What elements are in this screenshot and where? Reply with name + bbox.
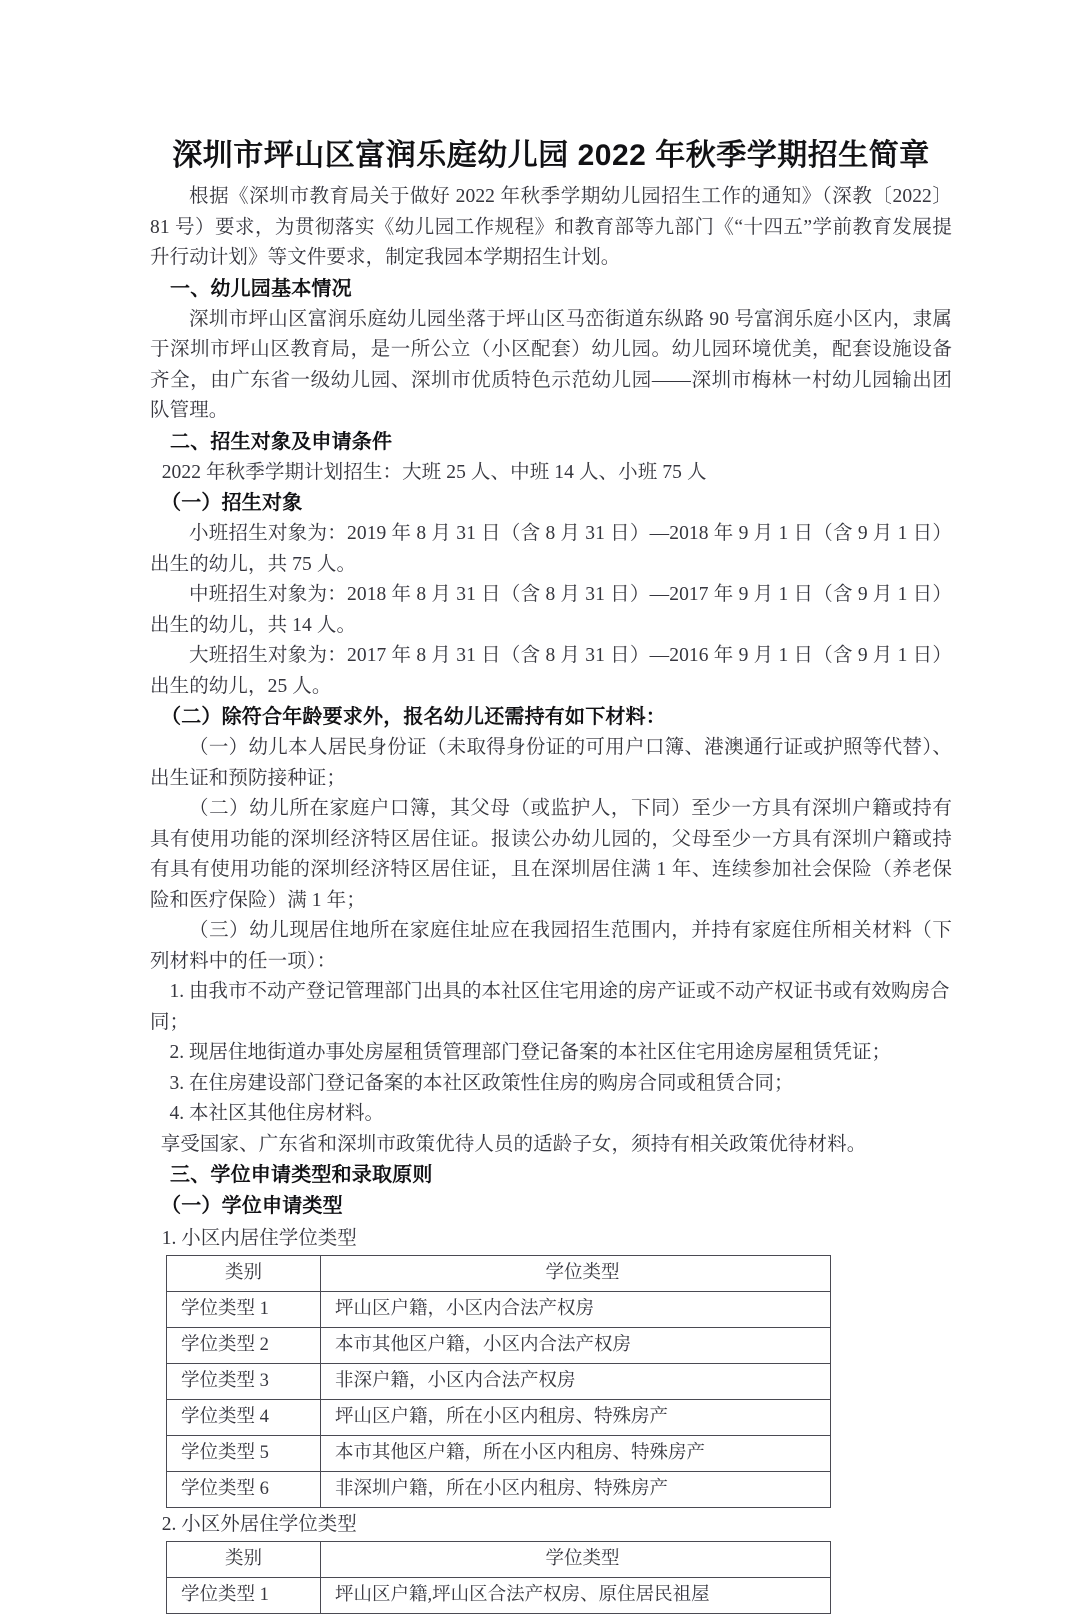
housing-material-1: 1. 由我市不动产登记管理部门出具的本社区住宅用途的房产证或不动产权证书或有效购房合同；: [150, 981, 950, 1033]
housing-material-4: 4. 本社区其他住房材料。: [169, 1103, 385, 1124]
column-header: 学位类型: [321, 1256, 831, 1292]
material-item-3: （三）幼儿现居住地所在家庭住址应在我园招生范围内，并持有家庭住所相关材料（下列材料中的任一项）：: [150, 920, 952, 972]
table-2-caption: 2. 小区外居住学位类型: [161, 1514, 357, 1535]
seat-type-description-cell: 坪山区户籍，小区内合法产权房: [321, 1292, 831, 1328]
table-2-body: [167, 1542, 831, 1614]
subsection-heading-2-1: （一）招生对象: [161, 492, 303, 514]
seat-type-category-cell: 学位类型 5: [167, 1436, 321, 1472]
small-class-criteria: 小班招生对象为：2019 年 8 月 31 日（含 8 月 31 日）—2018 年 9 月 1 日（含 9 月 1 日）出生的幼儿，共 75 人。: [150, 523, 952, 575]
seat-type-category-cell: 学位类型 2: [167, 1328, 321, 1364]
column-header: 学位类型: [321, 1542, 831, 1578]
section-heading-2: 二、招生对象及申请条件: [170, 430, 393, 453]
seat-type-description-cell: 坪山区户籍，所在小区内租房、特殊房产: [321, 1400, 831, 1436]
table-row: [167, 1328, 831, 1364]
section-heading-1: 一、幼儿园基本情况: [170, 277, 352, 300]
seat-type-description-cell: 非深户籍，小区内合法产权房: [321, 1364, 831, 1400]
material-item-2: （二）幼儿所在家庭户口簿，其父母（或监护人，下同）至少一方具有深圳户籍或持有具有使用功能的深圳经济特区居住证。报读公办幼儿园的，父母至少一方具有深圳户籍或持有具有使用功能的深圳经济特区居住证，且在深圳居住满 1 年、连续参加社会保险（养老保险和医疗保险）满 1 年；: [150, 798, 952, 911]
table-1-caption: 1. 小区内居住学位类型: [161, 1228, 357, 1249]
column-header: 类别: [167, 1542, 321, 1578]
policy-preference-note: 享受国家、广东省和深圳市政策优待人员的适龄子女，须持有相关政策优待材料。: [160, 1133, 867, 1155]
section-1-body: 深圳市坪山区富润乐庭幼儿园坐落于坪山区马峦街道东纵路 90 号富润乐庭小区内，隶属于深圳市坪山区教育局，是一所公立（小区配套）幼儿园。幼儿园环境优美，配套设施设备齐全，由广东省一级幼儿园、深圳市优质特色示范幼儿园——深圳市梅林一村幼儿园输出团队管理。: [150, 308, 952, 421]
enrollment-plan-line: 2022 年秋季学期计划招生：大班 25 人、中班 14 人、小班 75 人: [161, 461, 707, 483]
big-class-criteria: 大班招生对象为：2017 年 8 月 31 日（含 8 月 31 日）—2016 年 9 月 1 日（含 9 月 1 日）出生的幼儿，25 人。: [150, 645, 952, 697]
table-header-row: [167, 1256, 831, 1292]
housing-material-2: 2. 现居住地街道办事处房屋租赁管理部门登记备案的本社区住宅用途房屋租赁凭证；: [169, 1042, 892, 1063]
subsection-heading-3-1: （一）学位申请类型: [161, 1195, 343, 1217]
table-row: [167, 1472, 831, 1508]
seat-type-category-cell: 学位类型 1: [167, 1578, 321, 1614]
seat-type-category-cell: 学位类型 4: [167, 1400, 321, 1436]
subsection-heading-2-2: （二）除符合年龄要求外，报名幼儿还需持有如下材料：: [161, 706, 666, 728]
seat-type-table-inside-community: [166, 1255, 831, 1508]
table-header-row: [167, 1542, 831, 1578]
table-row: [167, 1400, 831, 1436]
housing-material-3: 3. 在住房建设部门登记备案的本社区政策性住房的购房合同或租赁合同；: [169, 1072, 794, 1094]
intro-paragraph: 根据《深圳市教育局关于做好 2022 年秋季学期幼儿园招生工作的通知》（深教〔2022〕81 号）要求，为贯彻落实《幼儿园工作规程》和教育部等九部门《“十四五”学前教育发展提升行动计划》等文件要求，制定我园本学期招生计划。: [150, 186, 952, 268]
seat-type-category-cell: 学位类型 1: [167, 1292, 321, 1328]
page-title: 深圳市坪山区富润乐庭幼儿园 2022 年秋季学期招生简章: [172, 139, 930, 172]
column-header: 类别: [167, 1256, 321, 1292]
table-row: [167, 1364, 831, 1400]
section-heading-3: 三、学位申请类型和录取原则: [170, 1164, 433, 1186]
table-row: [167, 1578, 831, 1614]
table-1-body: [167, 1256, 831, 1508]
seat-type-description-cell: 本市其他区户籍，所在小区内租房、特殊房产: [321, 1436, 831, 1472]
seat-type-category-cell: 学位类型 6: [167, 1472, 321, 1508]
seat-type-description-cell: 坪山区户籍,坪山区合法产权房、原住居民祖屋: [321, 1578, 831, 1614]
seat-type-description-cell: 非深圳户籍，所在小区内租房、特殊房产: [321, 1472, 831, 1508]
table-row: [167, 1292, 831, 1328]
table-row: [167, 1436, 831, 1472]
material-item-1: （一）幼儿本人居民身份证（未取得身份证的可用户口簿、港澳通行证或护照等代替）、出生证和预防接种证；: [150, 737, 952, 789]
seat-type-category-cell: 学位类型 3: [167, 1364, 321, 1400]
seat-type-description-cell: 本市其他区户籍，小区内合法产权房: [321, 1328, 831, 1364]
middle-class-criteria: 中班招生对象为：2018 年 8 月 31 日（含 8 月 31 日）—2017 年 9 月 1 日（含 9 月 1 日）出生的幼儿，共 14 人。: [150, 584, 952, 636]
seat-type-table-outside-community: [166, 1541, 831, 1614]
